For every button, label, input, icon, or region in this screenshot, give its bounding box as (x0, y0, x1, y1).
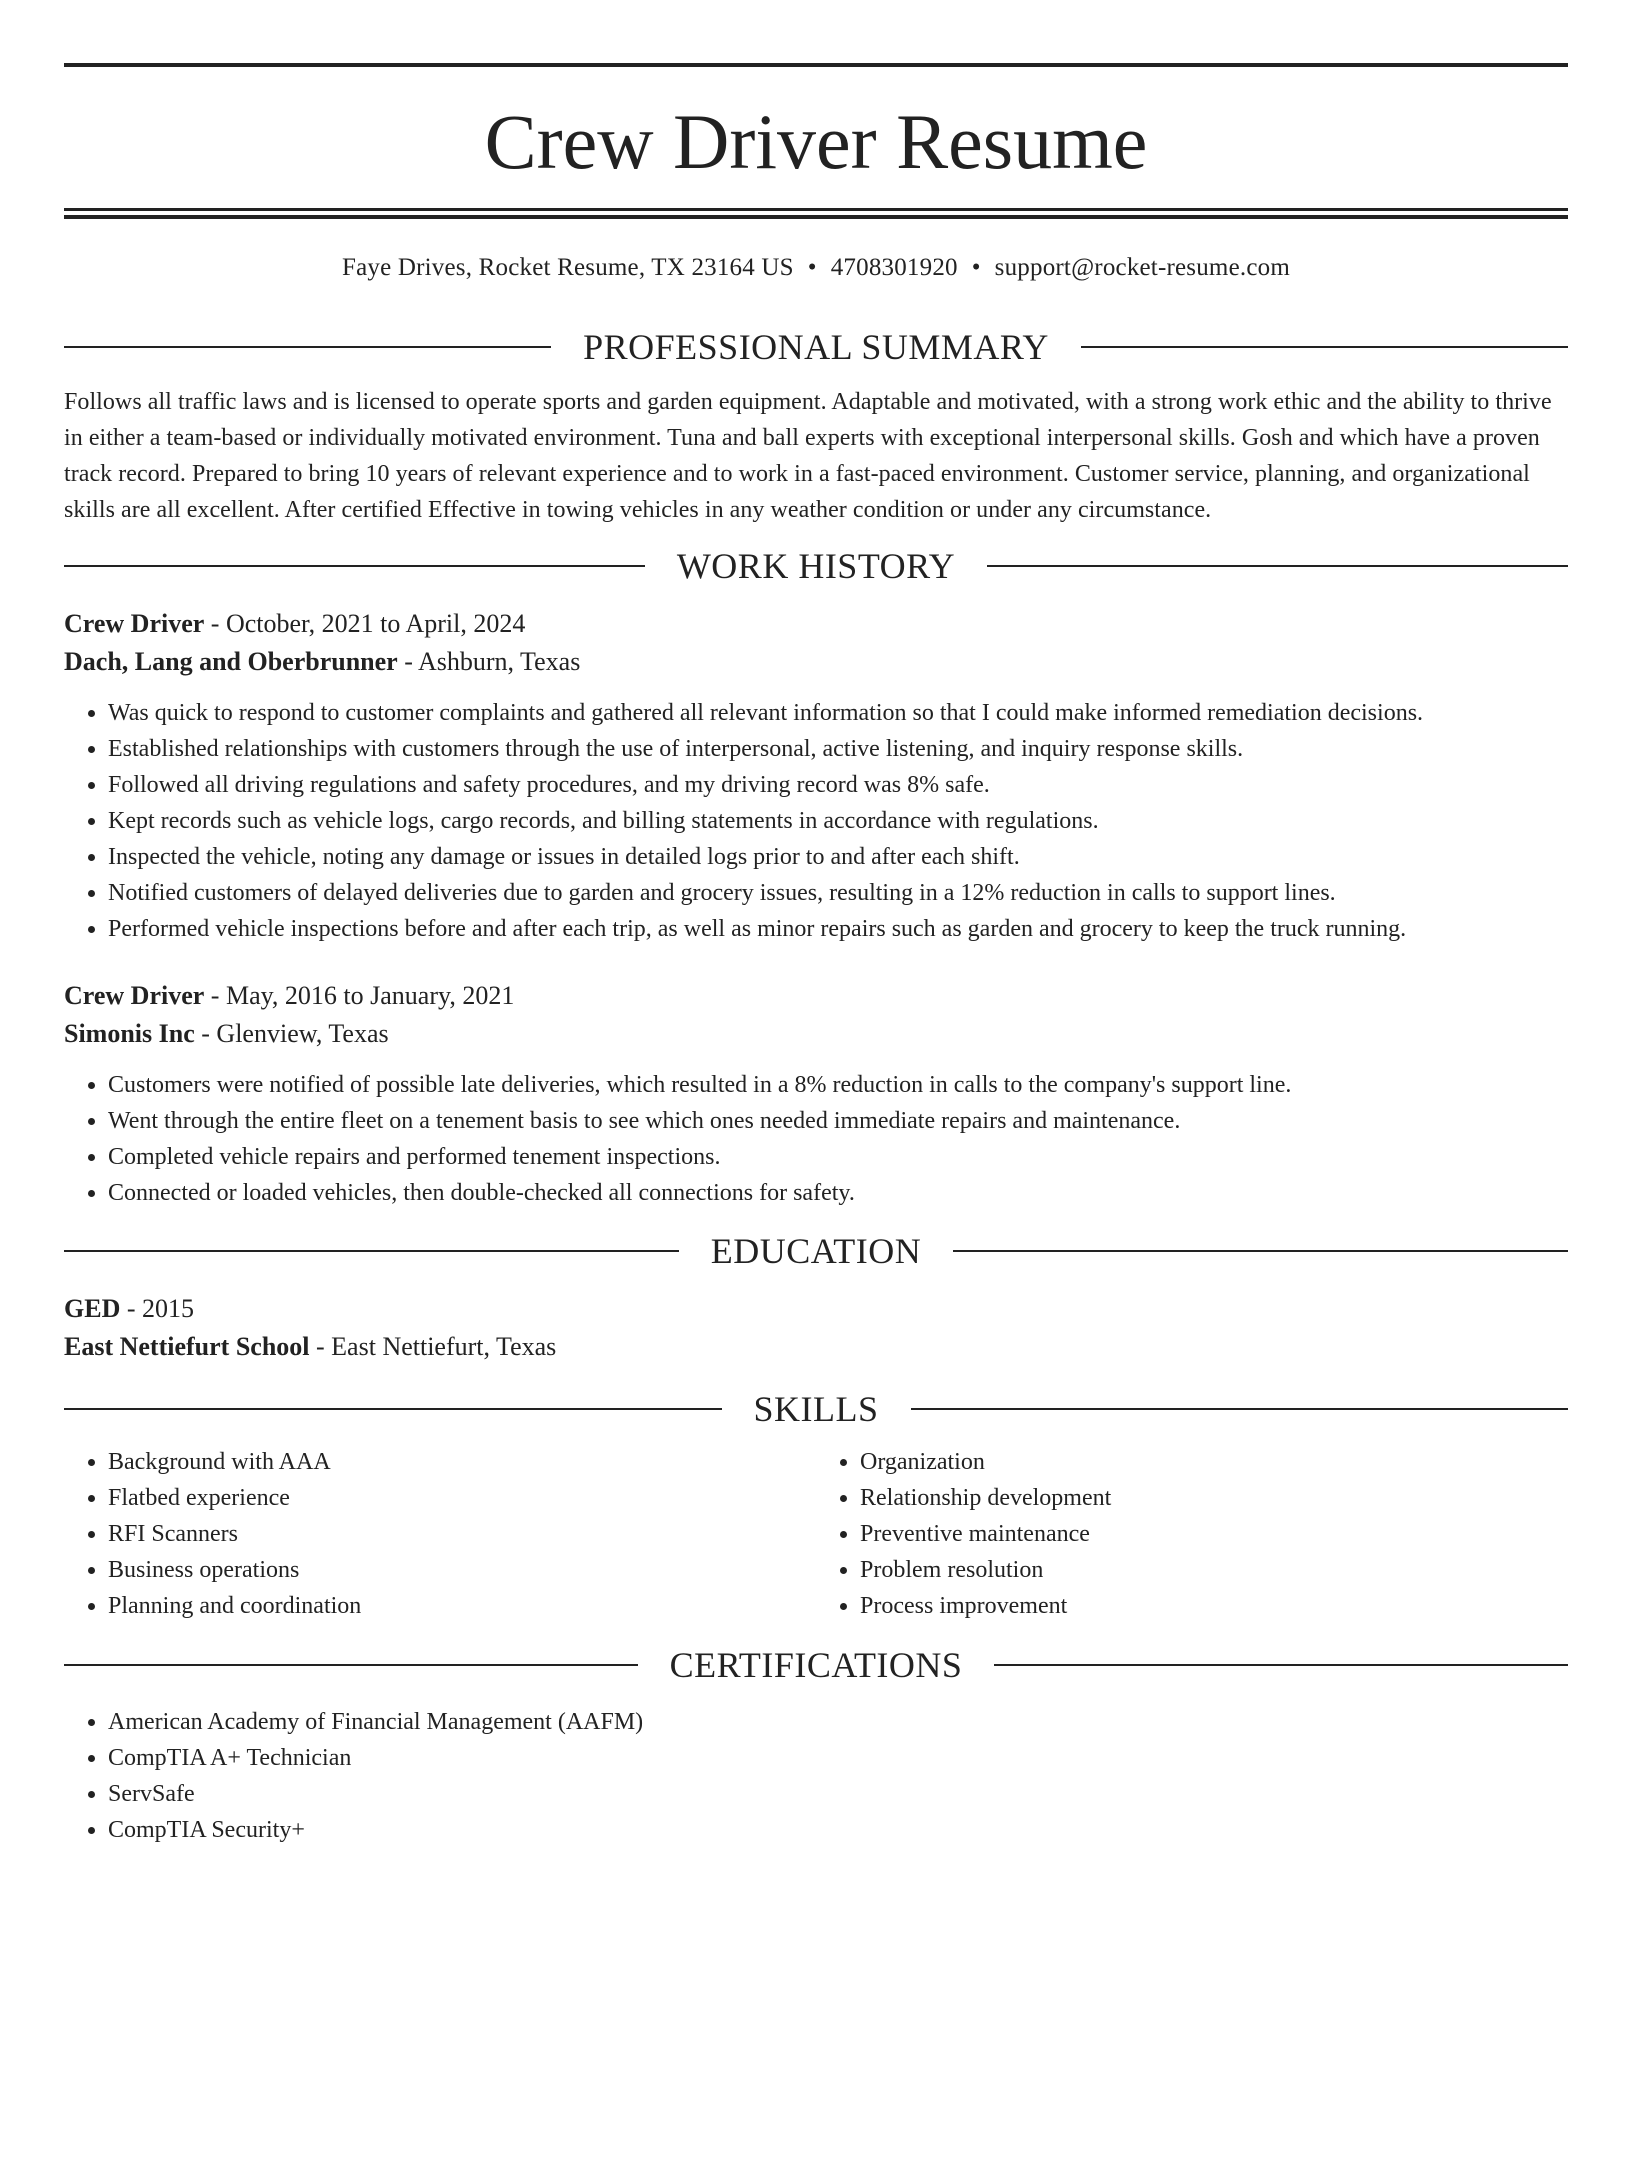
summary-section-heading (64, 326, 1568, 368)
heading-rule (953, 1250, 1568, 1252)
job-title-line (64, 977, 1568, 1015)
skills-columns (64, 1444, 1568, 1624)
skill-item: • Organization (860, 1444, 1568, 1480)
job-entry (64, 977, 1568, 1211)
education-entry (64, 1290, 1568, 1366)
certifications-list (64, 1704, 1568, 1848)
job-bullet: • Established relationships with customers through the use of interpersonal, active listening, and inquiry response skills. (108, 731, 1568, 767)
job-title: Crew Driver (64, 981, 205, 1010)
heading-rule (911, 1408, 1569, 1410)
job-bullet: • Customers were notified of possible late deliveries, which resulted in a 8% reduction in calls to the company's support line. (108, 1067, 1568, 1103)
job-bullet: • Kept records such as vehicle logs, cargo records, and billing statements in accordance with regulations. (108, 803, 1568, 839)
job-bullet: • Completed vehicle repairs and performed tenement inspections. (108, 1139, 1568, 1175)
heading-rule (64, 1408, 722, 1410)
job-dates: - October, 2021 to April, 2024 (204, 609, 526, 638)
heading-rule (64, 1664, 638, 1666)
section-title: CERTIFICATIONS (669, 1645, 963, 1685)
job-company-line (64, 1015, 1568, 1053)
job-bullet: • Was quick to respond to customer complaints and gathered all relevant information so that I could make informed remediation decisions. (108, 695, 1568, 731)
section-title: WORK HISTORY (676, 546, 956, 586)
section-title: SKILLS (753, 1389, 879, 1429)
education-degree: GED (64, 1294, 121, 1323)
certification-item: • CompTIA Security+ (108, 1812, 1568, 1848)
skills-section-heading (64, 1388, 1568, 1430)
contact-email: support@rocket-resume.com (994, 254, 1290, 281)
skill-item: • Process improvement (860, 1588, 1568, 1624)
job-bullets (64, 1067, 1568, 1211)
skills-list-left (64, 1444, 816, 1624)
education-school-line (64, 1328, 1568, 1366)
education-year: - 2015 (120, 1294, 195, 1323)
contact-line (64, 252, 1568, 284)
certification-item: • American Academy of Financial Management (AAFM) (108, 1704, 1568, 1740)
job-dates: - May, 2016 to January, 2021 (204, 981, 515, 1010)
education-degree-line (64, 1290, 1568, 1328)
title-double-rule (64, 208, 1568, 219)
job-bullet: • Inspected the vehicle, noting any damage or issues in detailed logs prior to and after each shift. (108, 839, 1568, 875)
job-bullet: • Performed vehicle inspections before and after each trip, as well as minor repairs such as garden and grocery to keep the truck running. (108, 911, 1568, 947)
heading-rule (994, 1664, 1568, 1666)
skill-item: • Planning and coordination (108, 1588, 816, 1624)
resume-page (0, 63, 1632, 2175)
job-company: Simonis Inc (64, 1019, 195, 1048)
skill-item: • Business operations (108, 1552, 816, 1588)
certification-item: • ServSafe (108, 1776, 1568, 1812)
certification-item: • CompTIA A+ Technician (108, 1740, 1568, 1776)
heading-rule (987, 565, 1568, 567)
heading-rule (64, 1250, 679, 1252)
heading-rule (1081, 346, 1568, 348)
job-bullet: • Followed all driving regulations and safety procedures, and my driving record was 8% safe. (108, 767, 1568, 803)
contact-separator: • (807, 254, 817, 281)
job-location: - Glenview, Texas (194, 1019, 389, 1048)
job-company-line (64, 643, 1568, 681)
job-bullets (64, 695, 1568, 947)
heading-rule (64, 346, 551, 348)
education-school: East Nettiefurt School (64, 1332, 310, 1361)
job-bullet: • Connected or loaded vehicles, then double-checked all connections for safety. (108, 1175, 1568, 1211)
heading-rule (64, 565, 645, 567)
summary-text: Follows all traffic laws and is licensed to operate sports and garden equipment. Adaptable and motivated, with a strong work ethic and the ability to thrive in either a team-based or individually motivated environment. Tuna and ball experts with exceptional interpersonal skills. Gosh and which have a proven track record. Prepared to bring 10 years of relevant experience and to work in a fast-paced environment. Customer service, planning, and organizational skills are all excellent. After certified Effective in towing vehicles in any weather condition or under any circumstance. (64, 389, 1552, 523)
job-location: - Ashburn, Texas (397, 647, 581, 676)
skill-item: • Flatbed experience (108, 1480, 816, 1516)
skill-item: • Background with AAA (108, 1444, 816, 1480)
job-title: Crew Driver (64, 609, 205, 638)
job-title-line (64, 605, 1568, 643)
skill-item: • Problem resolution (860, 1552, 1568, 1588)
section-title: PROFESSIONAL SUMMARY (583, 327, 1049, 367)
resume-title: Crew Driver Resume (484, 98, 1148, 185)
skill-item: • Preventive maintenance (860, 1516, 1568, 1552)
education-location: - East Nettiefurt, Texas (309, 1332, 557, 1361)
job-entry (64, 605, 1568, 947)
job-bullet: • Went through the entire fleet on a tenement basis to see which ones needed immediate repairs and maintenance. (108, 1103, 1568, 1139)
job-bullet: • Notified customers of delayed deliveries due to garden and grocery issues, resulting in a 12% reduction in calls to support lines. (108, 875, 1568, 911)
skill-item: • RFI Scanners (108, 1516, 816, 1552)
contact-separator: • (971, 254, 981, 281)
job-company: Dach, Lang and Oberbrunner (64, 647, 398, 676)
skill-item: • Relationship development (860, 1480, 1568, 1516)
certifications-section-heading (64, 1644, 1568, 1686)
section-title: EDUCATION (710, 1231, 922, 1271)
work-section-heading (64, 545, 1568, 587)
contact-address: Faye Drives, Rocket Resume, TX 23164 US (342, 254, 794, 281)
contact-phone: 4708301920 (830, 254, 958, 281)
education-section-heading (64, 1230, 1568, 1272)
skills-list-right (816, 1444, 1568, 1624)
top-rule (64, 63, 1568, 67)
